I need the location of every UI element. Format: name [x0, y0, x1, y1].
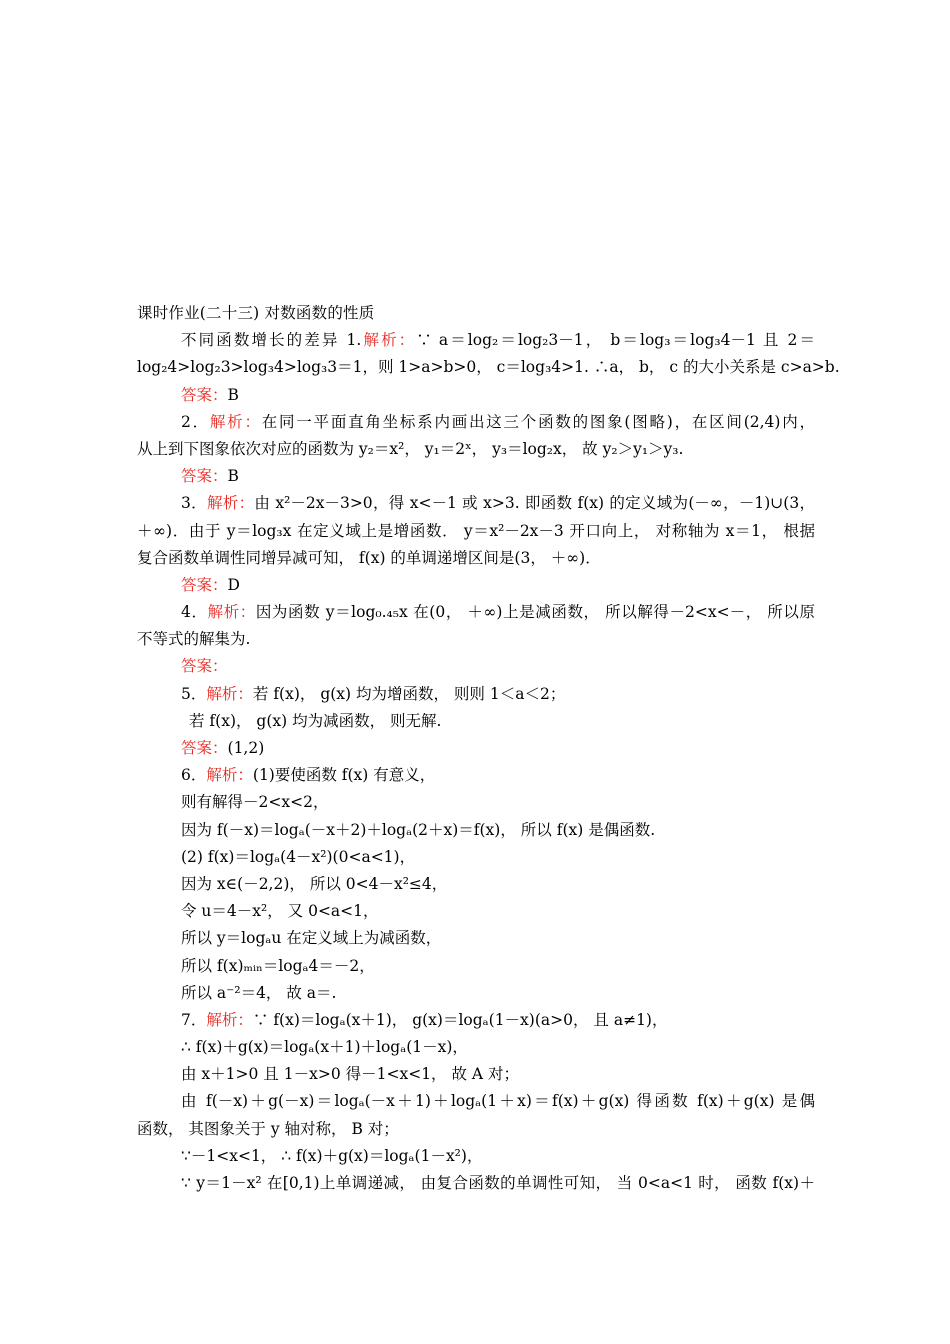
text: 复合函数单调性同增异减可知， f(x) 的单调递增区间是(3， ＋∞)． [137, 548, 601, 567]
analysis-label: 解析： [206, 494, 255, 513]
paragraph-line [137, 1007, 815, 1034]
answer-value: B [227, 467, 239, 486]
analysis-label: 解析： [206, 684, 253, 703]
text: log₂4>log₂3>log₃4>log₃3＝1，则 1>a>b>0， c＝log₃4>1. ∴a， b， c 的大小关系是 c>a>b. [137, 358, 840, 377]
answer-line [137, 382, 815, 409]
paragraph-line [137, 817, 815, 844]
text: ∵ a＝log₂＝log₂3－1， b＝log₃＝log₃4－1 且 2＝ [416, 331, 815, 350]
paragraph-line [137, 1170, 815, 1197]
document-title [137, 300, 815, 327]
paragraph-line [137, 708, 815, 735]
text: 由 x＋1>0 且 1－x>0 得－1<x<1， 故 A 对； [181, 1065, 520, 1084]
paragraph-line [137, 1143, 815, 1170]
text: (1)要使函数 f(x) 有意义， [252, 766, 436, 785]
paragraph-line [137, 681, 815, 708]
text: 不同函数增长的差异 1. [181, 331, 362, 350]
text: 4． [181, 603, 208, 622]
paragraph-line [137, 844, 815, 871]
paragraph-line [137, 980, 815, 1007]
text: 函数， 其图象关于 y 轴对称， B 对； [137, 1119, 399, 1138]
answer-line [137, 653, 815, 680]
answer-line [137, 463, 815, 490]
analysis-label: 解析： [206, 1010, 253, 1029]
text: 3． [181, 494, 207, 513]
paragraph-line [137, 545, 815, 572]
paragraph-line [137, 953, 815, 980]
paragraph-line [137, 871, 815, 898]
text: 因为函数 y＝log₀.₄₅x 在(0， ＋∞)上是减函数， 所以解得－2<x<－， 所以原 [255, 603, 815, 622]
text: 所以 f(x)ₘᵢₙ＝logₐ4＝－2， [181, 956, 375, 975]
analysis-label: 解析： [361, 331, 417, 350]
text: 所以 a⁻²＝4， 故 a＝. [181, 983, 337, 1002]
answer-value: D [227, 575, 240, 594]
paragraph-line [137, 762, 815, 789]
text: 2． [181, 412, 210, 431]
answer-label: 答案： [181, 575, 228, 594]
paragraph-line [137, 599, 815, 626]
text: 因为 f(－x)＝logₐ(－x＋2)＋logₐ(2＋x)＝f(x)， 所以 f(x) 是偶函数. [181, 820, 656, 839]
analysis-label: 解析： [209, 412, 262, 431]
text: ∵－1<x<1， ∴ f(x)＋g(x)＝logₐ(1－x²)， [181, 1146, 483, 1165]
text: 由 f(－x)＋g(－x)＝logₐ(－x＋1)＋logₐ(1＋x)＝f(x)＋g(x) 得函数 f(x)＋g(x) 是偶 [181, 1092, 815, 1111]
paragraph-line [137, 1116, 815, 1143]
paragraph-line [137, 789, 815, 816]
text: ＋∞)．由于 y＝log₃x 在定义域上是增函数． y＝x²－2x－3 开口向上， 对称轴为 x＝1， 根据 [137, 521, 815, 540]
text: 令 u＝4－x²， 又 0<a<1， [181, 902, 379, 921]
paragraph-line [137, 626, 815, 653]
answer-label: 答案： [181, 467, 228, 486]
text: 7． [181, 1010, 207, 1029]
text: ∴ f(x)＋g(x)＝logₐ(x＋1)＋logₐ(1－x)， [181, 1038, 468, 1057]
paragraph-line [137, 518, 815, 545]
paragraph-line [137, 1034, 815, 1061]
text: ∵ y＝1－x² 在[0,1)上单调递减， 由复合函数的单调性可知， 当 0<a<1 时， 函数 f(x)＋ [181, 1174, 815, 1192]
analysis-label: 解析： [207, 603, 256, 622]
answer-label: 答案： [181, 385, 228, 404]
text: 则有解得－2<x<2， [181, 793, 329, 812]
answer-value: B [227, 385, 239, 404]
text: (2) f(x)＝logₐ(4－x²)(0<a<1)， [181, 847, 416, 866]
text: 对数函数的性质 [259, 304, 375, 322]
paragraph-line [137, 409, 815, 436]
text: 从上到下图象依次对应的函数为 y₂＝x²， y₁＝2ˣ， y₃＝log₂x， 故 y₂＞y₁＞y₃. [137, 439, 684, 458]
analysis-label: 解析： [206, 766, 253, 785]
text: 在同一平面直角坐标系内画出这三个函数的图象(图略)，在区间(2,4)内， [261, 412, 815, 431]
answer-label: 答案： [181, 739, 228, 757]
text: 所以 y＝logₐu 在定义域上为减函数， [181, 929, 442, 948]
paragraph-line [137, 1061, 815, 1088]
text: 5． [181, 684, 207, 703]
answer-label: 答案： [181, 657, 228, 676]
text: 因为 x∈(－2,2)， 所以 0<4－x²≤4， [181, 874, 448, 893]
paragraph-line [137, 327, 815, 354]
answer-line [137, 572, 815, 599]
text: 若 f(x)， g(x) 均为增函数， 则则 1＜a＜2； [252, 684, 566, 703]
paragraph-line [137, 354, 840, 381]
paragraph-line [137, 925, 815, 952]
paragraph-line [137, 1088, 815, 1115]
text: 若 f(x)， g(x) 均为减函数， 则无解. [189, 711, 442, 730]
text: 课时作业(二十三) [137, 304, 260, 322]
text: 6． [181, 766, 207, 785]
text: ∵ f(x)＝logₐ(x＋1)， g(x)＝logₐ(1－x)(a>0， 且 a≠1)， [252, 1010, 668, 1029]
paragraph-line [137, 436, 815, 463]
paragraph-line [137, 898, 815, 925]
text: 不等式的解集为. [137, 630, 251, 649]
text: 由 x²－2x－3>0，得 x<－1 或 x>3. 即函数 f(x) 的定义域为(－∞，－1)∪(3， [254, 494, 815, 513]
paragraph-line [137, 490, 815, 517]
document-body [137, 300, 840, 1197]
answer-line [137, 735, 815, 762]
answer-value: (1,2) [227, 739, 265, 757]
